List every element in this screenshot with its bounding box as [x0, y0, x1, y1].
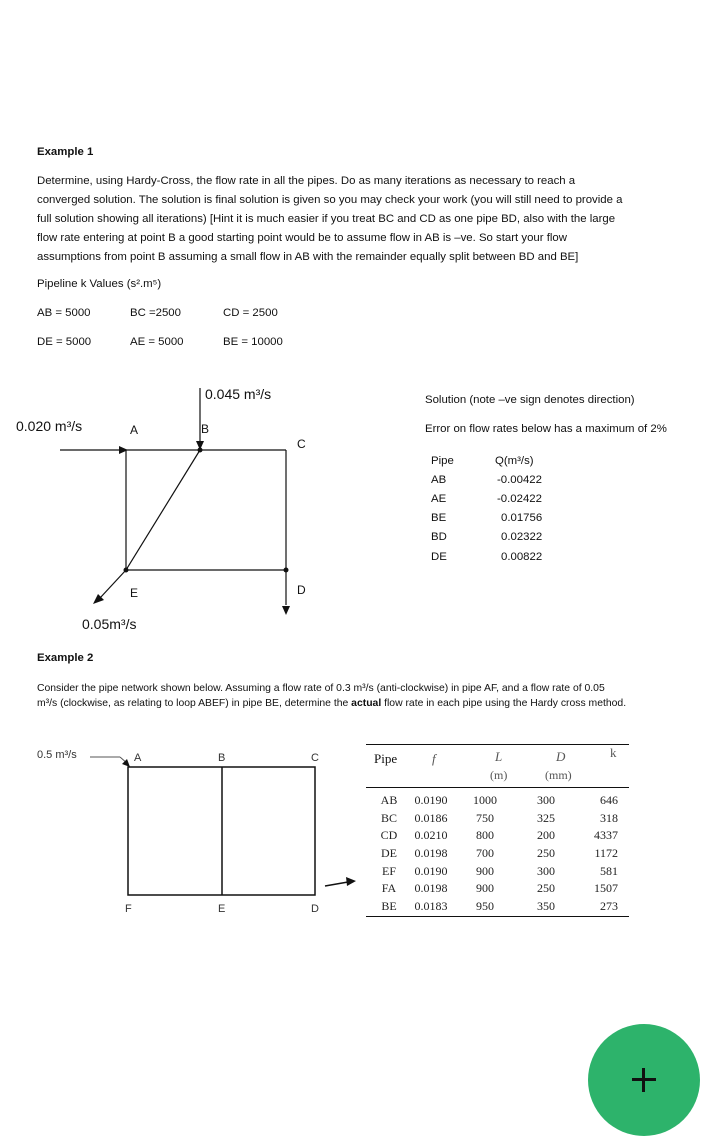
node-label-e: E [130, 586, 139, 600]
solution-title: Solution (note –ve sign denotes direction) [425, 394, 635, 406]
cell-pipe: BC [380, 810, 397, 825]
cell-pipe: AB [380, 793, 398, 808]
table-row [372, 880, 618, 898]
cell-d: 200 [537, 828, 555, 843]
table-row [372, 792, 618, 810]
table-unit-l: (m) [490, 768, 508, 782]
solution-q: 0.01756 [501, 512, 543, 524]
cell-d: 300 [537, 793, 555, 808]
inflow-label: 0.5 m³/s [37, 749, 77, 761]
flow-label-bottom: 0.05m³/s [82, 616, 137, 632]
example1-title: Example 1 [37, 146, 94, 158]
node-label-c: C [297, 437, 306, 451]
example1-line: converged solution. The solution is final solution is given so you may check your work (you will still need to provide a [37, 194, 623, 206]
cell-l: 900 [476, 863, 494, 878]
cell-f: 0.0198 [414, 846, 448, 861]
cell-f: 0.0210 [414, 828, 448, 843]
cell-pipe: EF [381, 863, 396, 878]
solution-q: -0.02422 [497, 493, 542, 505]
example2-emphasis: actual [351, 698, 382, 709]
cell-pipe: CD [380, 828, 398, 843]
table-row [372, 845, 618, 863]
example1-line: assumptions from point B assuming a small flow in AB with the remainder equally split between BD and BE] [37, 251, 579, 263]
solution-header-pipe: Pipe [431, 455, 454, 467]
table-row [372, 862, 618, 880]
k-value: AB = 5000 [37, 307, 91, 319]
k-value: AE = 5000 [130, 336, 184, 348]
node-dot-e [124, 568, 129, 573]
node-label-d: D [297, 583, 306, 597]
node-dot-d [284, 568, 289, 573]
node-label-b: B [218, 752, 226, 764]
table-row [372, 898, 618, 916]
example1-line: flow rate entering at point B a good starting point would be to assume flow in AB is –ve. So start your flow [37, 232, 567, 244]
outflow-line-d [325, 882, 348, 886]
cell-l: 800 [476, 828, 494, 843]
table-bottom-rule [366, 916, 629, 917]
arrow-head-a [119, 446, 128, 454]
k-value: DE = 5000 [37, 336, 92, 348]
example2-text: m³/s (clockwise, as relating to loop ABEF) in pipe BE, determine the [37, 698, 352, 709]
example2-text: flow rate in each pipe using the Hardy cross method. [381, 698, 627, 709]
cell-k: 318 [600, 810, 618, 825]
node-label-f: F [125, 903, 132, 915]
table-header-l: L [495, 749, 503, 764]
cell-k: 4337 [594, 828, 618, 843]
cell-k: 1172 [594, 846, 618, 861]
solution-error-note: Error on flow rates below has a maximum of 2% [425, 423, 667, 435]
cell-k: 273 [600, 898, 618, 913]
flow-label-left: 0.020 m³/s [16, 418, 83, 434]
pipe-network-diagram-2 [0, 740, 360, 930]
solution-pipe: BD [431, 531, 447, 543]
example2-line [37, 696, 717, 711]
k-value: BE = 10000 [223, 336, 283, 348]
node-label-b: B [201, 422, 210, 436]
cell-d: 325 [537, 810, 555, 825]
cell-f: 0.0198 [414, 881, 448, 896]
solution-header-q: Q(m³/s) [495, 455, 534, 467]
example1-line: full solution showing all iterations) [Hint it is much easier if you treat BC and CD as one pipe BD, also with the large [37, 213, 616, 225]
table-row [372, 810, 618, 828]
pipe-data-table [372, 792, 618, 915]
cell-f: 0.0186 [414, 810, 448, 825]
cell-f: 0.0190 [414, 863, 448, 878]
table-top-rule [366, 744, 629, 745]
arrow-head-d [346, 877, 356, 886]
example1-paragraph [37, 172, 717, 267]
solution-q: -0.00422 [497, 474, 542, 486]
cell-f: 0.0183 [414, 898, 448, 913]
table-header-k: k [610, 745, 617, 760]
pipe-be [126, 450, 200, 570]
cell-pipe: BE [381, 898, 397, 913]
cell-d: 250 [537, 881, 555, 896]
plus-icon[interactable] [630, 1064, 658, 1092]
node-dot-b [198, 448, 203, 453]
example2-paragraph [37, 681, 717, 711]
cell-d: 250 [537, 846, 555, 861]
example1-line: Determine, using Hardy-Cross, the flow rate in all the pipes. Do as many iterations as necessary to reach a [37, 175, 576, 187]
cell-d: 300 [537, 863, 555, 878]
k-values-heading: Pipeline k Values (s².m⁵) [37, 278, 162, 290]
solution-q: 0.02322 [501, 531, 543, 543]
table-header-pipe: Pipe [374, 751, 398, 766]
cell-d: 350 [537, 898, 555, 913]
cell-l: 900 [476, 881, 494, 896]
solution-pipe: DE [431, 551, 447, 563]
solution-pipe: AE [431, 493, 447, 505]
cell-k: 581 [600, 863, 618, 878]
k-value: CD = 2500 [223, 307, 278, 319]
solution-pipe: BE [431, 512, 447, 524]
cell-k: 646 [600, 793, 618, 808]
cell-l: 750 [476, 810, 494, 825]
table-header-d: D [556, 749, 566, 764]
cell-pipe: DE [381, 846, 397, 861]
solution-q: 0.00822 [501, 551, 543, 563]
k-value: BC =2500 [130, 307, 181, 319]
node-label-a: A [130, 423, 139, 437]
example2-title: Example 2 [37, 652, 94, 664]
cell-l: 950 [476, 898, 494, 913]
table-header-rule [366, 787, 629, 788]
cell-k: 1507 [594, 881, 618, 896]
arrow-head-d [282, 606, 290, 615]
outflow-line-e [100, 570, 126, 598]
solution-pipe: AB [431, 474, 447, 486]
cell-l: 700 [476, 846, 494, 861]
example2-line: Consider the pipe network shown below. Assuming a flow rate of 0.3 m³/s (anti-clockwise) in pipe AF, and a flow rate of 0.05 [37, 683, 605, 694]
node-label-c: C [311, 752, 319, 764]
node-label-a: A [134, 752, 142, 764]
cell-f: 0.0190 [414, 793, 448, 808]
flow-label-top: 0.045 m³/s [205, 386, 272, 402]
cell-l: 1000 [473, 793, 497, 808]
table-unit-d: (mm) [545, 768, 572, 782]
cell-pipe: FA [381, 881, 397, 896]
node-label-e: E [218, 903, 226, 915]
table-row [372, 827, 618, 845]
table-header-f: f [432, 751, 436, 766]
node-label-d: D [311, 903, 319, 915]
